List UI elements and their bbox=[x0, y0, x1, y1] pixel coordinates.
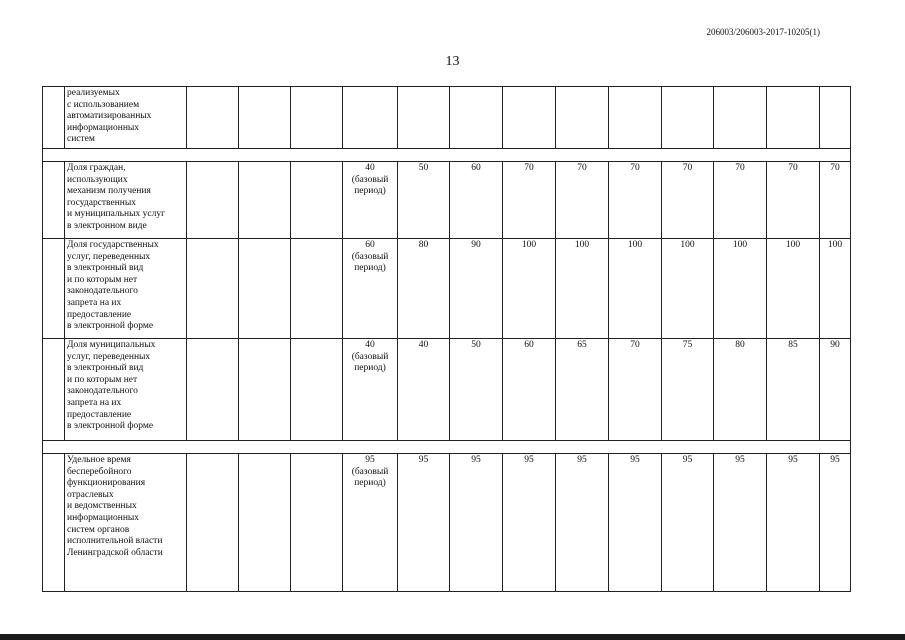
name-line: законодательного bbox=[67, 286, 138, 297]
name-line: с использованием bbox=[67, 99, 140, 110]
empty-cell bbox=[609, 87, 662, 149]
value-cell: 80 bbox=[714, 339, 767, 441]
value-cell: 90 bbox=[820, 339, 851, 441]
value-cell: 85 bbox=[767, 339, 820, 441]
value-cell: 100 bbox=[714, 239, 767, 339]
value-cell: 100 bbox=[503, 239, 556, 339]
name-line: и ведомственных bbox=[67, 501, 137, 512]
name-line: законодательного bbox=[67, 386, 138, 397]
empty-cell bbox=[714, 87, 767, 149]
value-cell: 70 bbox=[556, 162, 609, 239]
name-line: услуг, переведенных bbox=[67, 251, 151, 262]
name-line: предоставление bbox=[67, 309, 132, 320]
page-number: 13 bbox=[445, 54, 460, 69]
value-cell: 40 bbox=[398, 339, 450, 441]
section-title bbox=[43, 149, 851, 162]
name-line: отраслевых bbox=[67, 489, 114, 500]
base-value-cell bbox=[343, 162, 398, 239]
value-cell: 50 bbox=[398, 162, 450, 239]
indicator-name bbox=[65, 339, 187, 441]
section-title bbox=[43, 441, 851, 454]
table-row bbox=[43, 162, 851, 239]
base-line: период) bbox=[354, 363, 386, 374]
name-line: запрета на их bbox=[67, 297, 122, 308]
empty-cell bbox=[187, 87, 239, 149]
name-line: в электронной форме bbox=[67, 421, 154, 432]
value-cell: 95 bbox=[398, 454, 450, 592]
table-row bbox=[43, 87, 851, 149]
name-line: и по которым нет bbox=[67, 274, 138, 285]
name-line: запрета на их bbox=[67, 397, 122, 408]
unit-cell bbox=[187, 454, 239, 592]
empty-cell bbox=[291, 162, 343, 239]
base-line: (базовый bbox=[351, 174, 389, 185]
base-value-cell bbox=[343, 239, 398, 339]
name-line: функционирования bbox=[67, 478, 146, 489]
value-cell: 70 bbox=[820, 162, 851, 239]
name-line: систем bbox=[67, 134, 95, 145]
value-cell: 100 bbox=[556, 239, 609, 339]
empty-cell bbox=[291, 339, 343, 441]
value-cell: 70 bbox=[662, 162, 714, 239]
empty-cell bbox=[291, 239, 343, 339]
empty-cell bbox=[450, 87, 503, 149]
empty-cell bbox=[820, 87, 851, 149]
name-line: в электронный вид bbox=[67, 363, 144, 374]
value-cell: 95 bbox=[714, 454, 767, 592]
row-code bbox=[43, 239, 65, 339]
empty-cell bbox=[291, 87, 343, 149]
empty-cell bbox=[556, 87, 609, 149]
row-code bbox=[43, 162, 65, 239]
table-row bbox=[43, 339, 851, 441]
name-line: в электронном виде bbox=[67, 220, 147, 231]
name-line: и по которым нет bbox=[67, 374, 138, 385]
name-line: государственных bbox=[67, 197, 137, 208]
base-value-cell bbox=[343, 454, 398, 592]
empty-cell bbox=[239, 454, 291, 592]
name-line: Доля граждан, bbox=[67, 163, 126, 173]
document-id: 206003/206003-2017-10205(1) bbox=[706, 27, 820, 37]
name-line: использующих bbox=[67, 174, 128, 185]
name-line: реализуемых bbox=[67, 88, 120, 98]
value-cell: 95 bbox=[609, 454, 662, 592]
value-cell: 100 bbox=[609, 239, 662, 339]
table-row bbox=[43, 239, 851, 339]
section-header-row bbox=[43, 149, 851, 162]
value-cell: 95 bbox=[450, 454, 503, 592]
base-value-cell bbox=[343, 339, 398, 441]
empty-cell bbox=[43, 87, 65, 149]
name-line: механизм получения bbox=[67, 186, 151, 197]
value-cell: 75 bbox=[662, 339, 714, 441]
row-code bbox=[43, 454, 65, 592]
indicator-name bbox=[65, 239, 187, 339]
base-line: период) bbox=[354, 186, 386, 197]
unit-cell bbox=[187, 239, 239, 339]
value-cell: 80 bbox=[398, 239, 450, 339]
name-line: бесперебойного bbox=[67, 466, 132, 477]
name-line: информационных bbox=[67, 122, 140, 133]
continuation-name-cell bbox=[65, 87, 187, 149]
value-cell: 95 bbox=[556, 454, 609, 592]
scan-edge bbox=[0, 634, 905, 640]
base-line: 60 bbox=[365, 240, 375, 250]
empty-cell bbox=[398, 87, 450, 149]
value-cell: 95 bbox=[767, 454, 820, 592]
value-cell: 70 bbox=[767, 162, 820, 239]
indicator-name bbox=[65, 162, 187, 239]
value-cell: 100 bbox=[662, 239, 714, 339]
name-line: Удельное время bbox=[67, 455, 131, 465]
empty-cell bbox=[239, 87, 291, 149]
value-cell: 70 bbox=[503, 162, 556, 239]
value-cell: 95 bbox=[820, 454, 851, 592]
empty-cell bbox=[343, 87, 398, 149]
value-cell: 50 bbox=[450, 339, 503, 441]
base-line: (базовый bbox=[351, 466, 389, 477]
value-cell: 90 bbox=[450, 239, 503, 339]
empty-cell bbox=[239, 162, 291, 239]
name-line: исполнительной власти bbox=[67, 536, 163, 547]
base-line: период) bbox=[354, 263, 386, 274]
value-cell: 100 bbox=[767, 239, 820, 339]
base-line: 40 bbox=[365, 340, 375, 350]
empty-cell bbox=[239, 339, 291, 441]
value-cell: 70 bbox=[609, 339, 662, 441]
indicators-table bbox=[42, 86, 851, 592]
value-cell: 100 bbox=[820, 239, 851, 339]
value-cell: 70 bbox=[609, 162, 662, 239]
value-cell: 95 bbox=[662, 454, 714, 592]
name-line: в электронной форме bbox=[67, 321, 154, 332]
name-line: информационных bbox=[67, 512, 140, 523]
name-line: Доля государственных bbox=[67, 240, 159, 250]
value-cell: 65 bbox=[556, 339, 609, 441]
name-line: услуг, переведенных bbox=[67, 351, 151, 362]
name-line: предоставление bbox=[67, 409, 132, 420]
name-line: систем органов bbox=[67, 524, 130, 535]
name-line: Доля муниципальных bbox=[67, 340, 156, 350]
value-cell: 70 bbox=[714, 162, 767, 239]
name-line: Ленинградской области bbox=[67, 547, 163, 558]
base-line: (базовый bbox=[351, 351, 389, 362]
name-line: в электронный вид bbox=[67, 263, 144, 274]
name-line: и муниципальных услуг bbox=[67, 209, 165, 220]
unit-cell bbox=[187, 162, 239, 239]
indicator-name bbox=[65, 454, 187, 592]
empty-cell bbox=[291, 454, 343, 592]
table-row bbox=[43, 454, 851, 592]
base-line: период) bbox=[354, 478, 386, 489]
value-cell: 60 bbox=[450, 162, 503, 239]
empty-cell bbox=[767, 87, 820, 149]
unit-cell bbox=[187, 339, 239, 441]
empty-cell bbox=[662, 87, 714, 149]
base-line: (базовый bbox=[351, 251, 389, 262]
empty-cell bbox=[239, 239, 291, 339]
name-line: автоматизированных bbox=[67, 111, 152, 122]
value-cell: 60 bbox=[503, 339, 556, 441]
section-header-row bbox=[43, 441, 851, 454]
base-line: 95 bbox=[365, 455, 375, 465]
row-code bbox=[43, 339, 65, 441]
base-line: 40 bbox=[365, 163, 375, 173]
value-cell: 95 bbox=[503, 454, 556, 592]
empty-cell bbox=[503, 87, 556, 149]
